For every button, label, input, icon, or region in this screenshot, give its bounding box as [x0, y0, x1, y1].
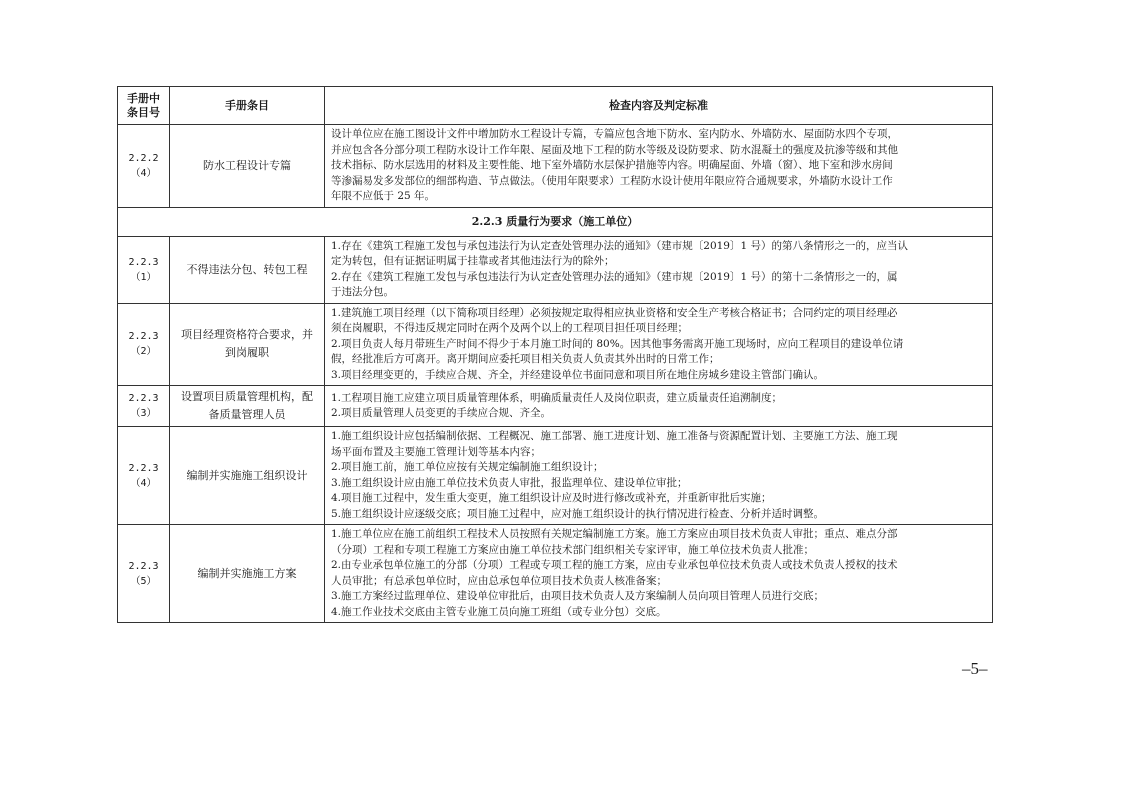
table-row: [118, 386, 993, 427]
manual-item: 项目经理资格符合要求，并到岗履职: [170, 303, 325, 386]
header-manual-item: 手册条目: [170, 87, 325, 125]
inspection-standard: 1.施工单位应在施工前组织工程技术人员按照有关规定编制施工方案。施工方案应由项目技术负责人审批；重点、难点分部 （分项）工程和专项工程施工方案应由施工单位技术部门组织相关专家评审，施工单位技术负责人批准； 2.由专业承包单位施工的分部（分项）工程或专项工程的施工方案，应由专业承包单位技术负责人或技术负责人授权的技术 人员审批；有总承包单位时，应由总承包单位项目技术负责人核准备案； 3.施工方案经过监理单位、建设单位审批后，由项目技术负责人及方案编制人员向项目管理人员进行交底； 4.施工作业技术交底由主管专业施工员向施工班组（或专业分包）交底。: [325, 525, 993, 623]
entry-number: 2.2.2 （4）: [118, 125, 170, 208]
table-row: [118, 125, 993, 208]
header-inspection-standard: 检查内容及判定标准: [325, 87, 993, 125]
table-row: [118, 427, 993, 525]
table-row: [118, 303, 993, 386]
manual-item: 设置项目质量管理机构，配备质量管理人员: [170, 386, 325, 427]
header-entry-number: 手册中 条目号: [118, 87, 170, 125]
inspection-standard: 设计单位应在施工图设计文件中增加防水工程设计专篇，专篇应包含地下防水、室内防水、外墙防水、屋面防水四个专项， 并应包含各分部分项工程防水设计工作年限、屋面及地下工程的防水等级及设防要求、防水混凝土的强度及抗渗等级和其他 技术指标、防水层选用的材料及主要性能、地下室外墙防水层保护措施等内容。明确屋面、外墙（窗）、地下室和涉水房间 等渗漏易发多发部位的细部构造、节点做法。（使用年限要求）工程防水设计使用年限应符合通规要求，外墙防水设计工作 年限不应低于 25 年。: [325, 125, 993, 208]
manual-item: 不得违法分包、转包工程: [170, 236, 325, 303]
inspection-standard: 1.存在《建筑工程施工发包与承包违法行为认定查处管理办法的通知》（建市规〔2019〕1 号）的第八条情形之一的，应当认 定为转包，但有证据证明属于挂靠或者其他违法行为的除外； 2.存在《建筑工程施工发包与承包违法行为认定查处管理办法的通知》（建市规〔2019〕1 号）的第十二条情形之一的，属 于违法分包。: [325, 236, 993, 303]
inspection-standard: 1.工程项目施工应建立项目质量管理体系，明确质量责任人及岗位职责，建立质量责任追溯制度； 2.项目质量管理人员变更的手续应合规、齐全。: [325, 386, 993, 427]
entry-number: 2.2.3 （4）: [118, 427, 170, 525]
manual-item: 防水工程设计专篇: [170, 125, 325, 208]
entry-number: 2.2.3 （3）: [118, 386, 170, 427]
manual-item: 编制并实施施工组织设计: [170, 427, 325, 525]
inspection-standard: 1.建筑施工项目经理（以下简称项目经理）必须按规定取得相应执业资格和安全生产考核合格证书；合同约定的项目经理必 须在岗履职，不得违反规定同时在两个及两个以上的工程项目担任项目经理； 2.项目负责人每月带班生产时间不得少于本月施工时间的 80%。因其他事务需离开施工现场时，应向工程项目的建设单位请 假，经批准后方可离开。离开期间应委托项目相关负责人负责其外出时的日常工作； 3.项目经理变更的，手续应合规、齐全，并经建设单位书面同意和项目所在地住房城乡建设主管部门确认。: [325, 303, 993, 386]
table-header-row: [118, 87, 993, 125]
entry-number: 2.2.3 （5）: [118, 525, 170, 623]
section-heading-row: [118, 207, 993, 236]
page-number: –5–: [962, 659, 988, 678]
table-row: [118, 525, 993, 623]
section-heading: 2.2.3 质量行为要求（施工单位）: [118, 207, 993, 236]
inspection-standards-table: [117, 86, 993, 623]
table-row: [118, 236, 993, 303]
manual-item: 编制并实施施工方案: [170, 525, 325, 623]
entry-number: 2.2.3 （1）: [118, 236, 170, 303]
entry-number: 2.2.3 （2）: [118, 303, 170, 386]
inspection-standard: 1.施工组织设计应包括编制依据、工程概况、施工部署、施工进度计划、施工准备与资源配置计划、主要施工方法、施工现 场平面布置及主要施工管理计划等基本内容； 2.项目施工前，施工单位应按有关规定编制施工组织设计； 3.施工组织设计应由施工单位技术负责人审批，报监理单位、建设单位审批； 4.项目施工过程中，发生重大变更，施工组织设计应及时进行修改或补充，并重新审批后实施； 5.施工组织设计应逐级交底；项目施工过程中，应对施工组织设计的执行情况进行检查、分析并适时调整。: [325, 427, 993, 525]
